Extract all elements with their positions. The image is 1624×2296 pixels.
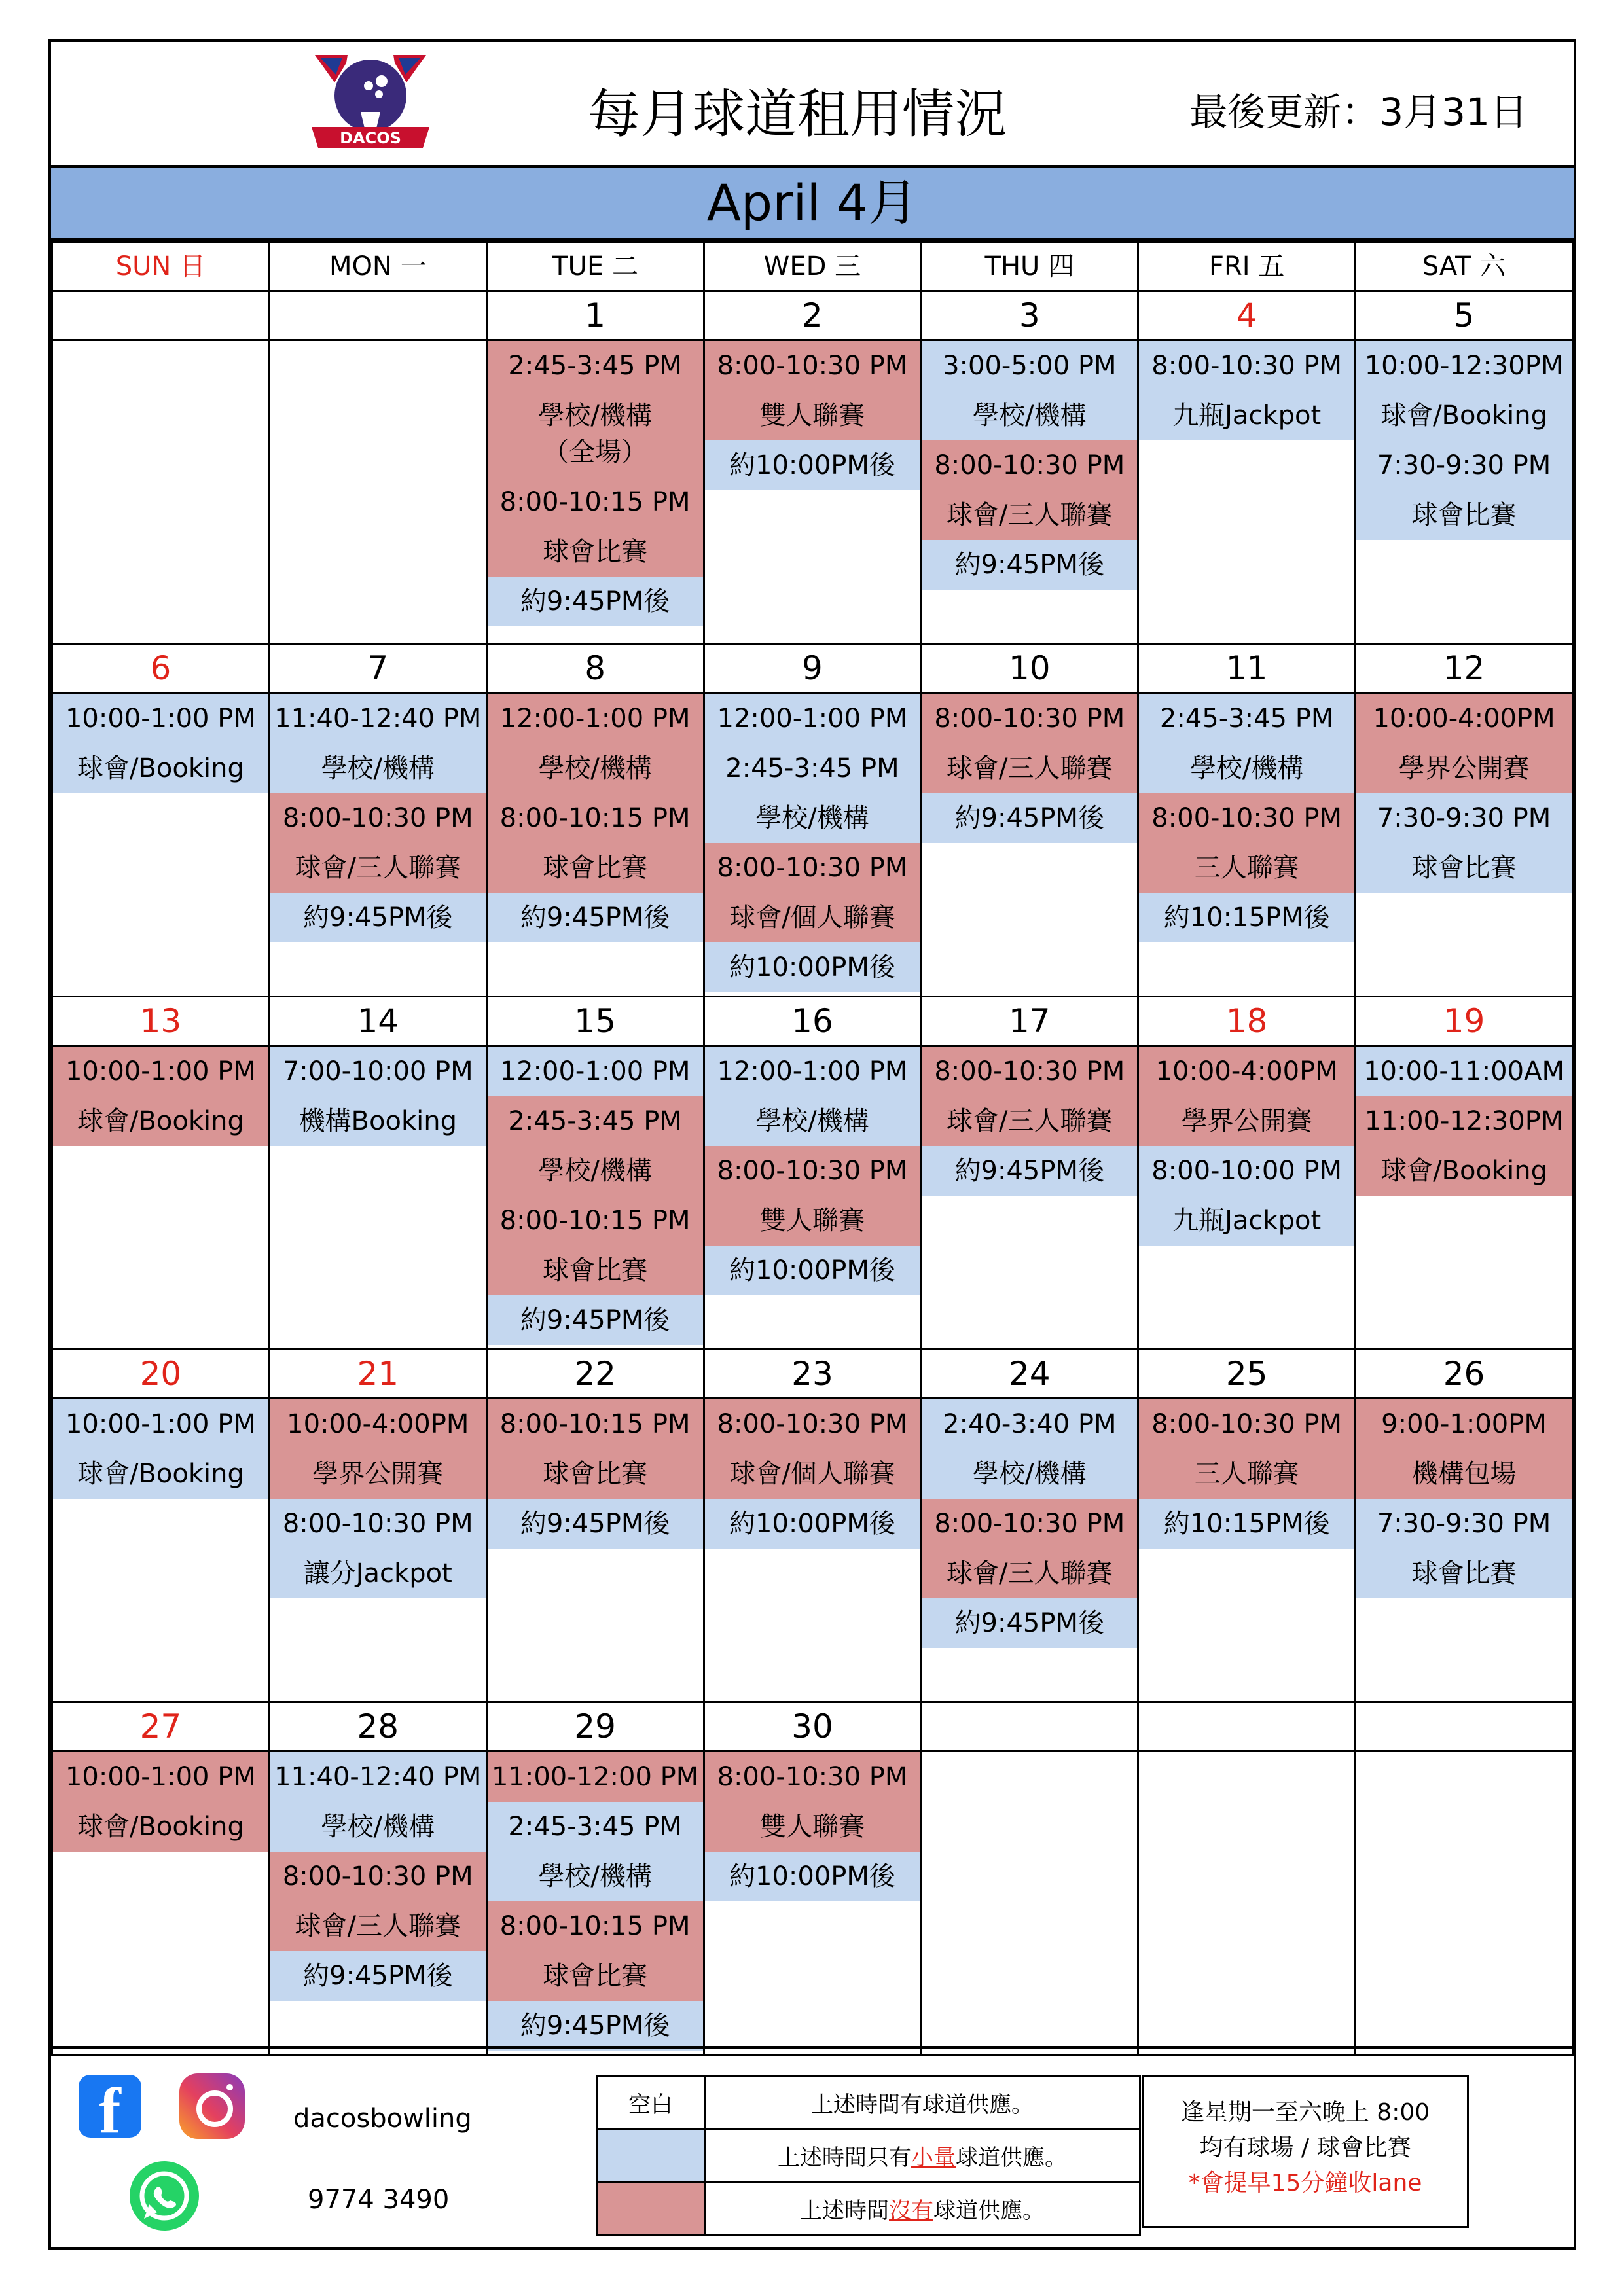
whatsapp-icon[interactable]: [130, 2161, 199, 2231]
booking-entry: 10:00-1:00 PM: [53, 1399, 268, 1449]
booking-entry: 9:00-1:00PM: [1356, 1399, 1572, 1449]
booking-entry: 8:00-10:00 PM: [1139, 1146, 1354, 1196]
booking-entry: 7:30-9:30 PM: [1356, 440, 1572, 490]
booking-entry: 10:00-4:00PM: [1356, 694, 1572, 744]
note-line-1: 逢星期一至六晚上 8:00: [1180, 2099, 1430, 2126]
weekday-label: SAT 六: [1356, 242, 1573, 291]
booking-entry: 球會比賽: [1356, 490, 1572, 540]
booking-entry: 球會/三人聯賽: [922, 1549, 1137, 1598]
page-title: 每月球道租用情況: [588, 84, 1007, 145]
booking-entry: 約9:45PM後: [488, 2001, 703, 2051]
day-cell: [52, 1046, 270, 1350]
booking-entry: 7:30-9:30 PM: [1356, 1499, 1572, 1549]
legend: [596, 2075, 1141, 2236]
booking-entry: 8:00-10:30 PM: [270, 1499, 486, 1549]
date-number: 6: [52, 644, 270, 693]
events-row: [52, 1046, 1573, 1350]
booking-entry: 12:00-1:00 PM: [705, 1047, 920, 1096]
booking-entry: 球會比賽: [488, 843, 703, 893]
league-note: [1142, 2075, 1469, 2228]
booking-entry: 2:45-3:45 PM: [488, 1802, 703, 1852]
day-cell: [921, 340, 1138, 644]
booking-entry: 8:00-10:30 PM: [1139, 1399, 1354, 1449]
weekday-label: TUE 二: [486, 242, 704, 291]
day-cell: [921, 1751, 1138, 2055]
day-cell: [486, 693, 704, 997]
facebook-icon[interactable]: f: [79, 2075, 141, 2138]
day-cell: [52, 693, 270, 997]
booking-entry: 8:00-10:30 PM: [922, 1499, 1137, 1549]
date-number: 23: [704, 1350, 921, 1399]
booking-entry: 球會/三人聯賽: [922, 744, 1137, 793]
booking-entry: 約10:15PM後: [1139, 893, 1354, 942]
legend-pink-swatch: [597, 2182, 705, 2235]
booking-entry: 2:45-3:45 PM: [488, 1096, 703, 1146]
booking-entry: 8:00-10:30 PM: [705, 1146, 920, 1196]
booking-entry: 學界公開賽: [270, 1449, 486, 1499]
booking-entry: 雙人聯賽: [705, 1802, 920, 1852]
date-number-row: [52, 997, 1573, 1046]
booking-entry: 球會/Booking: [1356, 1146, 1572, 1196]
booking-entry: 學校/機構: [922, 1449, 1137, 1499]
booking-entry: 約9:45PM後: [270, 893, 486, 942]
booking-entry: 10:00-12:30PM: [1356, 341, 1572, 391]
booking-entry-line: （全場）: [543, 437, 648, 467]
booking-entry: 球會比賽: [488, 527, 703, 577]
booking-entry: 機構包場: [1356, 1449, 1572, 1499]
booking-entry: 8:00-10:15 PM: [488, 1196, 703, 1246]
date-number: 14: [269, 997, 486, 1046]
booking-entry: 球會比賽: [1356, 1549, 1572, 1598]
date-number: [1356, 1702, 1573, 1751]
day-cell: [486, 340, 704, 644]
booking-entry: 12:00-1:00 PM: [488, 694, 703, 744]
booking-entry: 7:30-9:30 PM: [1356, 793, 1572, 843]
booking-entry: 2:45-3:45 PM: [705, 744, 920, 793]
date-number: 30: [704, 1702, 921, 1751]
booking-entry: 球會/三人聯賽: [270, 1901, 486, 1951]
date-number: 2: [704, 291, 921, 340]
booking-entry: 三人聯賽: [1139, 1449, 1354, 1499]
booking-entry: 8:00-10:30 PM: [922, 694, 1137, 744]
day-cell: [1138, 693, 1356, 997]
booking-entry: 球會/三人聯賽: [270, 843, 486, 893]
booking-entry: 約9:45PM後: [270, 1951, 486, 2001]
booking-entry: 約9:45PM後: [922, 793, 1137, 843]
booking-entry: 8:00-10:15 PM: [488, 1399, 703, 1449]
day-cell: [52, 1751, 270, 2055]
date-number-row: [52, 1702, 1573, 1751]
booking-entry: 3:00-5:00 PM: [922, 341, 1137, 391]
date-number: 29: [486, 1702, 704, 1751]
date-number: [52, 291, 270, 340]
day-cell: [1138, 1046, 1356, 1350]
booking-entry: 8:00-10:15 PM: [488, 1901, 703, 1951]
booking-entry: 2:45-3:45 PM: [488, 341, 703, 391]
booking-entry: 球會/個人聯賽: [705, 893, 920, 942]
booking-entry: 8:00-10:30 PM: [705, 341, 920, 391]
booking-entry: 學校/機構: [922, 391, 1137, 440]
dacos-logo: [308, 50, 433, 154]
booking-entry: [488, 391, 703, 477]
date-number: [1138, 1702, 1356, 1751]
date-number: 18: [1138, 997, 1356, 1046]
day-cell: [704, 340, 921, 644]
legend-blank-swatch: 空白: [597, 2076, 705, 2129]
booking-entry: 機構Booking: [270, 1096, 486, 1146]
booking-entry: 球會/Booking: [53, 1449, 268, 1499]
booking-entry: 約10:00PM後: [705, 942, 920, 992]
date-number: 3: [921, 291, 1138, 340]
date-number: 13: [52, 997, 270, 1046]
booking-entry: 11:00-12:30PM: [1356, 1096, 1572, 1146]
booking-entry: 10:00-1:00 PM: [53, 694, 268, 744]
legend-blank-desc: 上述時間有球道供應。: [705, 2076, 1140, 2129]
date-number-row: [52, 291, 1573, 340]
date-number-row: [52, 644, 1573, 693]
booking-entry: 球會比賽: [1356, 843, 1572, 893]
booking-entry: 10:00-4:00PM: [270, 1399, 486, 1449]
booking-entry: 九瓶Jackpot: [1139, 391, 1354, 440]
day-cell: [269, 1046, 486, 1350]
day-cell: [486, 1046, 704, 1350]
booking-entry: 11:00-12:00 PM: [488, 1752, 703, 1802]
day-cell: [1356, 1399, 1573, 1702]
booking-entry: 10:00-4:00PM: [1139, 1047, 1354, 1096]
booking-entry: 球會/三人聯賽: [922, 1096, 1137, 1146]
booking-entry: 約10:00PM後: [705, 1499, 920, 1549]
weekday-label: WED 三: [704, 242, 921, 291]
booking-entry: 球會/三人聯賽: [922, 490, 1137, 540]
date-number: 16: [704, 997, 921, 1046]
booking-entry: 12:00-1:00 PM: [488, 1047, 703, 1096]
events-row: [52, 1751, 1573, 2055]
booking-entry: 約10:00PM後: [705, 1852, 920, 1901]
booking-entry: 球會/Booking: [53, 744, 268, 793]
booking-entry: 8:00-10:30 PM: [705, 1399, 920, 1449]
date-number: 21: [269, 1350, 486, 1399]
booking-entry: 8:00-10:30 PM: [705, 843, 920, 893]
date-number: [921, 1702, 1138, 1751]
note-line-3: *會提早15分鐘收lane: [1188, 2170, 1422, 2197]
logo-text: DACOS: [340, 129, 401, 147]
social-handle: dacosbowling: [293, 2104, 472, 2134]
booking-entry: 學校/機構: [488, 1852, 703, 1901]
weekday-label: THU 四: [921, 242, 1138, 291]
phone-number: 9774 3490: [308, 2185, 450, 2215]
legend-blue-desc: 上述時間只有小量球道供應。: [705, 2129, 1140, 2182]
events-row: [52, 693, 1573, 997]
date-number: 5: [1356, 291, 1573, 340]
events-row: [52, 340, 1573, 644]
booking-entry: 學界公開賽: [1356, 744, 1572, 793]
date-number: 24: [921, 1350, 1138, 1399]
date-number: 11: [1138, 644, 1356, 693]
day-cell: [1138, 1751, 1356, 2055]
booking-entry: 學校/機構: [1139, 744, 1354, 793]
date-number: 12: [1356, 644, 1573, 693]
page-frame: [48, 39, 1576, 2250]
booking-entry: 11:40-12:40 PM: [270, 1752, 486, 1802]
date-number: [269, 291, 486, 340]
booking-entry: 約9:45PM後: [488, 1499, 703, 1549]
booking-entry: 球會比賽: [488, 1449, 703, 1499]
booking-entry: 球會/Booking: [53, 1096, 268, 1146]
date-number: 26: [1356, 1350, 1573, 1399]
booking-entry: 學校/機構: [270, 744, 486, 793]
booking-entry: 學校/機構: [270, 1802, 486, 1852]
booking-entry: 約10:15PM後: [1139, 1499, 1354, 1549]
weekday-label: MON 一: [269, 242, 486, 291]
booking-entry: 約9:45PM後: [488, 577, 703, 626]
footer: [51, 2046, 1574, 2247]
booking-entry: 8:00-10:30 PM: [270, 1852, 486, 1901]
day-cell: [269, 1751, 486, 2055]
day-cell: [704, 1751, 921, 2055]
day-cell: [704, 1046, 921, 1350]
booking-entry: 10:00-11:00AM: [1356, 1047, 1572, 1096]
booking-entry: 8:00-10:30 PM: [922, 1047, 1137, 1096]
date-number: 17: [921, 997, 1138, 1046]
weekday-label: SUN 日: [52, 242, 270, 291]
day-cell: [1356, 340, 1573, 644]
booking-entry: 11:40-12:40 PM: [270, 694, 486, 744]
day-cell: [1138, 1399, 1356, 1702]
booking-entry: 約9:45PM後: [488, 1295, 703, 1345]
legend-blue-swatch: [597, 2129, 705, 2182]
booking-entry: 球會比賽: [488, 1246, 703, 1295]
day-cell: [1356, 1751, 1573, 2055]
booking-entry: 球會/Booking: [53, 1802, 268, 1852]
date-number-row: [52, 1350, 1573, 1399]
booking-entry: 10:00-1:00 PM: [53, 1047, 268, 1096]
day-cell: [1138, 340, 1356, 644]
booking-entry: 球會/個人聯賽: [705, 1449, 920, 1499]
booking-entry: 學校/機構: [705, 1096, 920, 1146]
date-number: 1: [486, 291, 704, 340]
booking-entry: 學校/機構: [488, 1146, 703, 1196]
booking-entry: 學校/機構: [488, 744, 703, 793]
booking-entry: 學界公開賽: [1139, 1096, 1354, 1146]
booking-entry: 8:00-10:30 PM: [270, 793, 486, 843]
booking-entry: 約10:00PM後: [705, 440, 920, 490]
booking-entry: 學校/機構: [705, 793, 920, 843]
day-cell: [52, 1399, 270, 1702]
date-number: 28: [269, 1702, 486, 1751]
date-number: 10: [921, 644, 1138, 693]
booking-entry: 雙人聯賽: [705, 391, 920, 440]
legend-pink-desc: 上述時間沒有球道供應。: [705, 2182, 1140, 2235]
weekday-header-row: [52, 242, 1573, 291]
day-cell: [704, 1399, 921, 1702]
booking-entry: 2:45-3:45 PM: [1139, 694, 1354, 744]
day-cell: [486, 1399, 704, 1702]
date-number: 19: [1356, 997, 1573, 1046]
day-cell: [921, 1399, 1138, 1702]
booking-entry: 約9:45PM後: [922, 540, 1137, 590]
booking-entry: 球會比賽: [488, 1951, 703, 2001]
date-number: 7: [269, 644, 486, 693]
date-number: 27: [52, 1702, 270, 1751]
booking-entry: 8:00-10:30 PM: [922, 440, 1137, 490]
booking-entry: 球會/Booking: [1356, 391, 1572, 440]
events-row: [52, 1399, 1573, 1702]
weekday-label: FRI 五: [1138, 242, 1356, 291]
day-cell: [704, 693, 921, 997]
day-cell: [486, 1751, 704, 2055]
day-cell: [269, 1399, 486, 1702]
day-cell: [921, 693, 1138, 997]
booking-entry: 10:00-1:00 PM: [53, 1752, 268, 1802]
booking-entry: 8:00-10:30 PM: [1139, 793, 1354, 843]
last-updated: 最後更新：3月31日: [1189, 90, 1528, 134]
booking-entry: 約9:45PM後: [922, 1146, 1137, 1196]
day-cell: [269, 693, 486, 997]
day-cell: [1356, 1046, 1573, 1350]
instagram-icon[interactable]: [179, 2073, 245, 2139]
booking-entry: 8:00-10:15 PM: [488, 793, 703, 843]
booking-entry: 雙人聯賽: [705, 1196, 920, 1246]
date-number: 25: [1138, 1350, 1356, 1399]
booking-entry: 8:00-10:15 PM: [488, 477, 703, 527]
booking-entry: 讓分Jackpot: [270, 1549, 486, 1598]
date-number: 15: [486, 997, 704, 1046]
date-number: 4: [1138, 291, 1356, 340]
day-cell: [1356, 693, 1573, 997]
calendar: [51, 241, 1574, 2056]
date-number: 8: [486, 644, 704, 693]
booking-entry: 8:00-10:30 PM: [705, 1752, 920, 1802]
calendar-table: [51, 241, 1574, 2056]
booking-entry-line: 學校/機構: [538, 401, 652, 431]
booking-entry: 7:00-10:00 PM: [270, 1047, 486, 1096]
date-number: 20: [52, 1350, 270, 1399]
day-cell: [921, 1046, 1138, 1350]
booking-entry: 九瓶Jackpot: [1139, 1196, 1354, 1246]
date-number: 22: [486, 1350, 704, 1399]
booking-entry: 2:40-3:40 PM: [922, 1399, 1137, 1449]
booking-entry: 8:00-10:30 PM: [1139, 341, 1354, 391]
month-title: April 4月: [51, 168, 1574, 241]
note-line-2: 均有球場 / 球會比賽: [1199, 2134, 1411, 2161]
date-number: 9: [704, 644, 921, 693]
booking-entry: 約9:45PM後: [922, 1598, 1137, 1648]
booking-entry: 約10:00PM後: [705, 1246, 920, 1295]
header: [51, 42, 1574, 168]
day-cell: [269, 340, 486, 644]
day-cell: [52, 340, 270, 644]
booking-entry: 12:00-1:00 PM: [705, 694, 920, 744]
booking-entry: 約9:45PM後: [488, 893, 703, 942]
booking-entry: 三人聯賽: [1139, 843, 1354, 893]
